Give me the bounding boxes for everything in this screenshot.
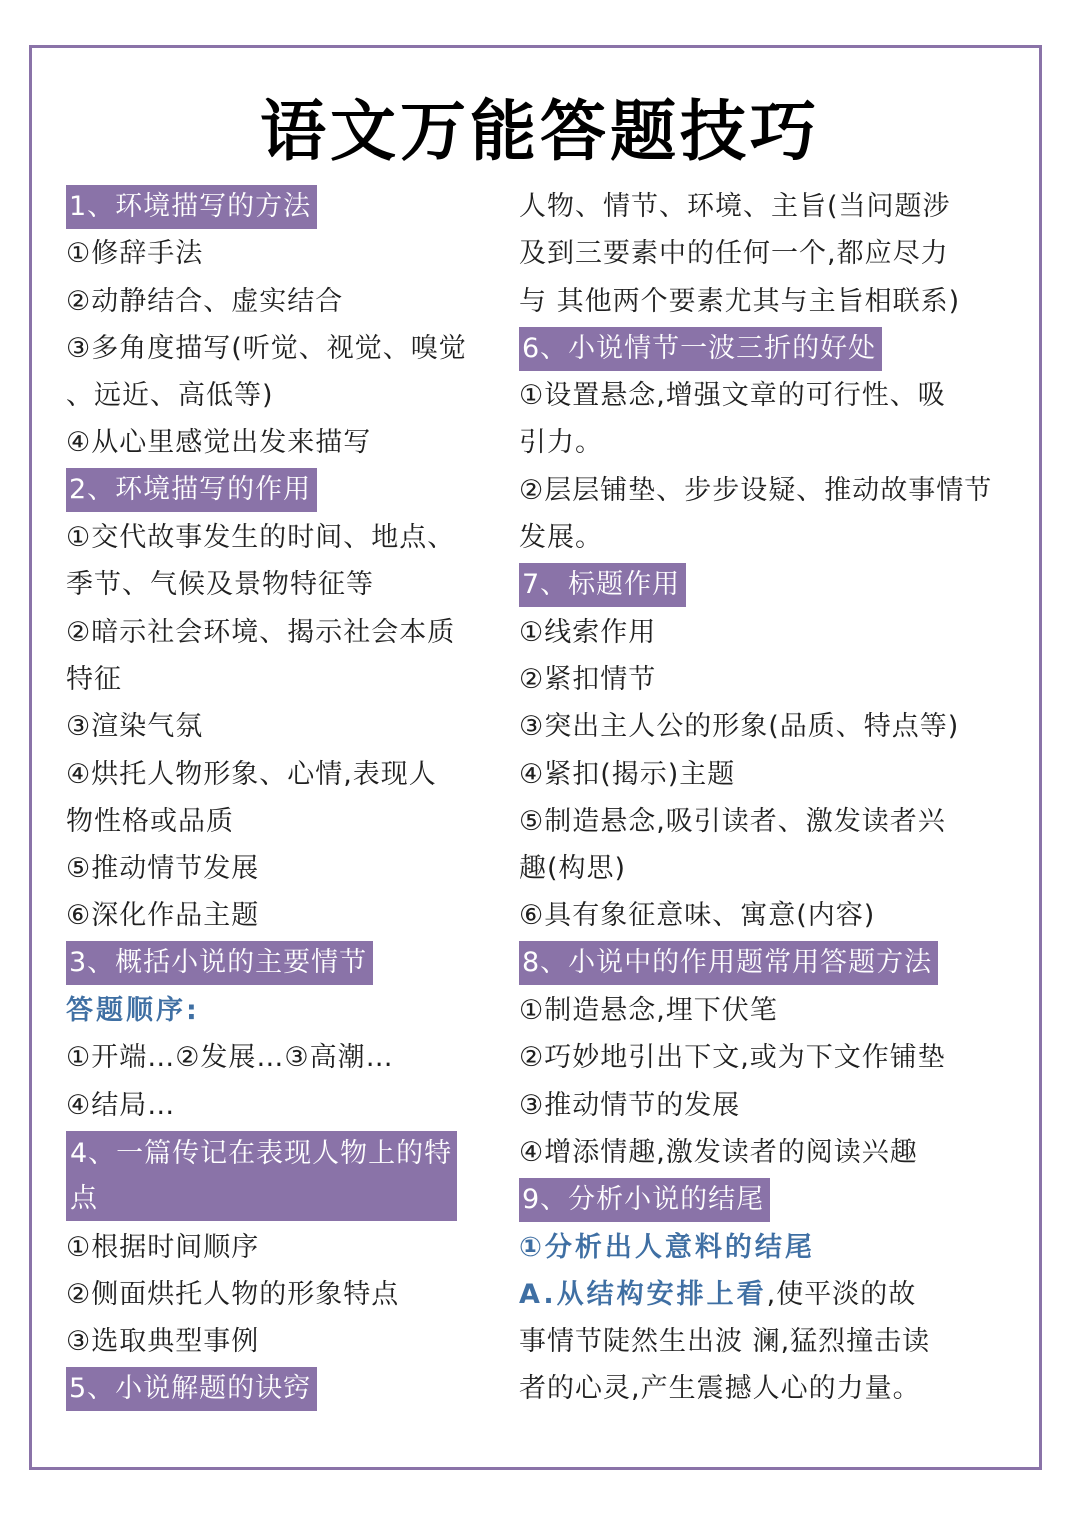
list-item: ②侧面烘托人物的形象特点 [66, 1278, 400, 1310]
section-heading-7: 7、标题作用 [519, 561, 1019, 608]
list-item: ⑥深化作品主题 [66, 900, 260, 932]
list-item: ②巧妙地引出下文,或为下文作铺垫 [519, 1042, 946, 1074]
list-item: ④结局… [66, 1089, 176, 1121]
page-title: 语文万能答题技巧 [260, 93, 820, 170]
list-item: ③渲染气氛 [66, 711, 204, 743]
answer-order-label: 答题顺序: [66, 995, 200, 1027]
list-item: 发展。 [519, 522, 603, 554]
list-item: ④紧扣(揭示)主题 [519, 758, 736, 790]
list-item: ②动静结合、虚实结合 [66, 285, 344, 317]
list-item: 引力。 [519, 427, 603, 459]
list-item: 者的心灵,产生震撼人心的力量。 [519, 1373, 921, 1405]
list-item: ④烘托人物形象、心情,表现人 [66, 758, 437, 790]
list-item: ③多角度描写(听觉、视觉、嗅觉 [66, 332, 467, 364]
section-heading-4: 4、一篇传记在表现人物上的特点 [66, 1129, 486, 1224]
list-item: ⑥具有象征意味、寓意(内容) [519, 900, 876, 932]
list-item: ③推动情节的发展 [519, 1089, 741, 1121]
section-heading-3: 3、概括小说的主要情节 [66, 940, 486, 987]
list-item: ②层层铺垫、步步设疑、推动故事情节 [519, 474, 993, 506]
list-item: 趣(构思) [519, 853, 627, 885]
list-item: ⑤制造悬念,吸引读者、激发读者兴 [519, 805, 946, 837]
list-item: ②暗示社会环境、揭示社会本质 [66, 616, 456, 648]
list-item: ④从心里感觉出发来描写 [66, 427, 372, 459]
list-item: A.从结构安排上看,使平淡的故 [519, 1278, 917, 1310]
section-heading-6: 6、小说情节一波三折的好处 [519, 325, 1019, 372]
list-item: ⑤推动情节发展 [66, 853, 260, 885]
right-column [519, 183, 1019, 1413]
list-item: 与 其他两个要素尤其与主旨相联系) [519, 285, 961, 317]
list-item: ①根据时间顺序 [66, 1231, 260, 1263]
list-item: ③选取典型事例 [66, 1326, 260, 1358]
section-heading-2: 2、环境描写的作用 [66, 467, 486, 514]
left-column [66, 183, 486, 1413]
list-item: 物性格或品质 [66, 805, 234, 837]
list-item: ①开端…②发展…③高潮… [66, 1042, 394, 1074]
list-item: ①交代故事发生的时间、地点、 [66, 522, 456, 554]
list-item: ①设置悬念,增强文章的可行性、吸 [519, 380, 946, 412]
list-item: ①制造悬念,埋下伏笔 [519, 995, 778, 1027]
list-item: 事情节陡然生出波 澜,猛烈撞击读 [519, 1326, 931, 1358]
list-item: 及到三要素中的任何一个,都应尽力 [519, 238, 949, 270]
list-item: ①修辞手法 [66, 238, 204, 270]
list-item: 、远近、高低等) [66, 380, 274, 412]
structure-label: A.从结构安排上看 [519, 1278, 767, 1310]
list-item: ③突出主人公的形象(品质、特点等) [519, 711, 960, 743]
section-heading-1: 1、环境描写的方法 [66, 183, 486, 230]
list-item: 季节、气候及景物特征等 [66, 569, 374, 601]
section-heading-9: 9、分析小说的结尾 [519, 1176, 1019, 1223]
section-heading-8: 8、小说中的作用题常用答题方法 [519, 940, 1019, 987]
list-item: 人物、情节、环境、主旨(当问题涉 [519, 191, 951, 222]
list-item: ④增添情趣,激发读者的阅读兴趣 [519, 1136, 918, 1168]
subheading-unexpected-ending: ①分析出人意料的结尾 [519, 1231, 815, 1263]
list-item: 特征 [66, 663, 122, 695]
list-item: ①线索作用 [519, 616, 657, 648]
section-heading-5: 5、小说解题的诀窍 [66, 1365, 486, 1412]
list-item: ②紧扣情节 [519, 663, 657, 695]
